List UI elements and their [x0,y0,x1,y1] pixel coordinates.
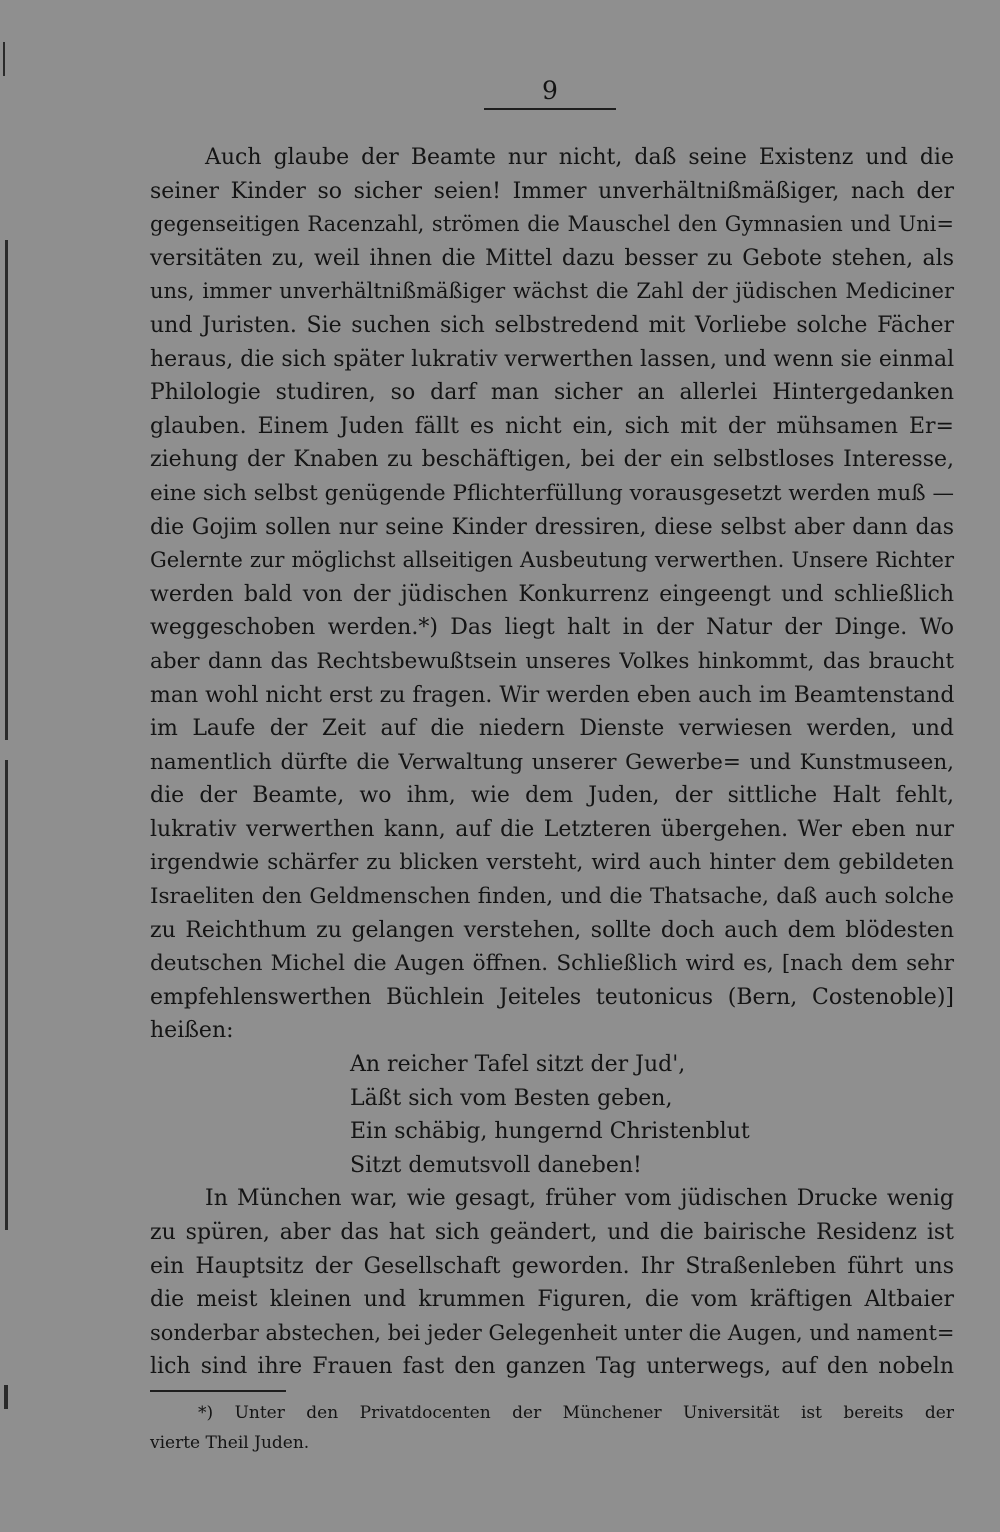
footnote-line: *) Unter den Privatdocenten der Münchener Universität ist bereits der [198,1403,954,1423]
verse-line: Ein schäbig, hungernd Christenblut [350,1119,750,1145]
text-line: zu Reichthum zu gelangen verstehen, sollte doch auch dem blödesten [150,917,954,943]
text-line: heraus, die sich später lukrativ verwerthen lassen, und wenn sie einmal [150,346,955,372]
text-line: sonderbar abstechen, bei jeder Gelegenheit unter die Augen, und nament= [150,1320,955,1345]
verse-line: An reicher Tafel sitzt der Jud', [350,1052,686,1078]
text-line: die meist kleinen und krummen Figuren, die vom kräftigen Altbaier [150,1287,954,1313]
header-rule [484,108,616,110]
text-line: irgendwie schärfer zu blicken versteht, wird auch hinter dem gebildeten [150,850,954,876]
text-line: uns, immer unverhältnißmäßiger wächst die Zahl der jüdischen Mediciner [150,279,954,304]
verse-line: Sitzt demutsvoll daneben! [350,1152,642,1178]
text-line: man wohl nicht erst zu fragen. Wir werden eben auch im Beamtenstand [150,682,955,708]
text-line: seiner Kinder so sicher seien! Immer unverhältnißmäßiger, nach der [150,178,954,204]
verse-line: Läßt sich vom Besten geben, [350,1085,673,1111]
text-line: im Laufe der Zeit auf die niedern Dienste verwiesen werden, und [150,716,954,742]
text-line: Gelernte zur möglichst allseitigen Ausbeutung verwerthen. Unsere Richter [150,548,954,573]
text-line: glauben. Einem Juden fällt es nicht ein, sich mit der mühsamen Er= [150,413,954,439]
edge-mark [5,760,8,1230]
text-line: eine sich selbst genügende Pflichterfüllung vorausgesetzt werden muß — [150,480,954,506]
text-line: lukrativ verwerthen kann, auf die Letzteren übergehen. Wer eben nur [150,816,954,842]
text-line: Israeliten den Geldmenschen finden, und die Thatsache, daß auch solche [150,884,954,910]
footnote-line: vierte Theil Juden. [150,1433,310,1453]
text-line: lich sind ihre Frauen fast den ganzen Tag unterwegs, auf den nobeln [150,1354,954,1380]
text-line: die Gojim sollen nur seine Kinder dressiren, diese selbst aber dann das [150,514,954,540]
text-line: ziehung der Knaben zu beschäftigen, bei der ein selbstloses Interesse, [150,447,954,473]
body-text [150,141,954,1384]
text-line: Auch glaube der Beamte nur nicht, daß seine Existenz und die [205,145,954,170]
footnote-rule [150,1390,286,1392]
text-line: empfehlenswerthen Büchlein Jeiteles teutonicus (Bern, Costenoble)] [150,984,954,1010]
text-line: weggeschoben werden.*) Das liegt halt in der Natur der Dinge. Wo [150,615,954,641]
text-line: heißen: [150,1018,234,1044]
footnotes [150,1398,954,1458]
text-line: und Juristen. Sie suchen sich selbstredend mit Vorliebe solche Fächer [150,312,954,338]
text-line: gegenseitigen Racenzahl, strömen die Mauschel den Gymnasien und Uni= [150,212,954,237]
text-line: deutschen Michel die Augen öffnen. Schließlich wird es, [nach dem sehr [150,951,954,977]
text-line: namentlich dürfte die Verwaltung unserer Gewerbe= und Kunstmuseen, [150,749,954,775]
edge-mark [3,42,5,76]
text-line: Philologie studiren, so darf man sicher an allerlei Hintergedanken [150,380,954,406]
edge-mark [5,240,8,740]
text-line: zu spüren, aber das hat sich geändert, und die bairische Residenz ist [150,1220,954,1245]
page-number: 9 [542,76,558,105]
text-line: versitäten zu, weil ihnen die Mittel dazu besser zu Gebote stehen, als [150,245,954,271]
text-line: werden bald von der jüdischen Konkurrenz eingeengt und schließlich [150,581,954,607]
text-line: die der Beamte, wo ihm, wie dem Juden, der sittliche Halt fehlt, [150,783,954,809]
text-line: In München war, wie gesagt, früher vom jüdischen Drucke wenig [205,1186,954,1212]
text-line: aber dann das Rechtsbewußtsein unseres Volkes hinkommt, das braucht [150,648,954,674]
page-left-edge [0,0,12,1532]
text-line: ein Hauptsitz der Gesellschaft geworden. Ihr Straßenleben führt uns [150,1253,954,1279]
edge-mark [4,1385,8,1409]
